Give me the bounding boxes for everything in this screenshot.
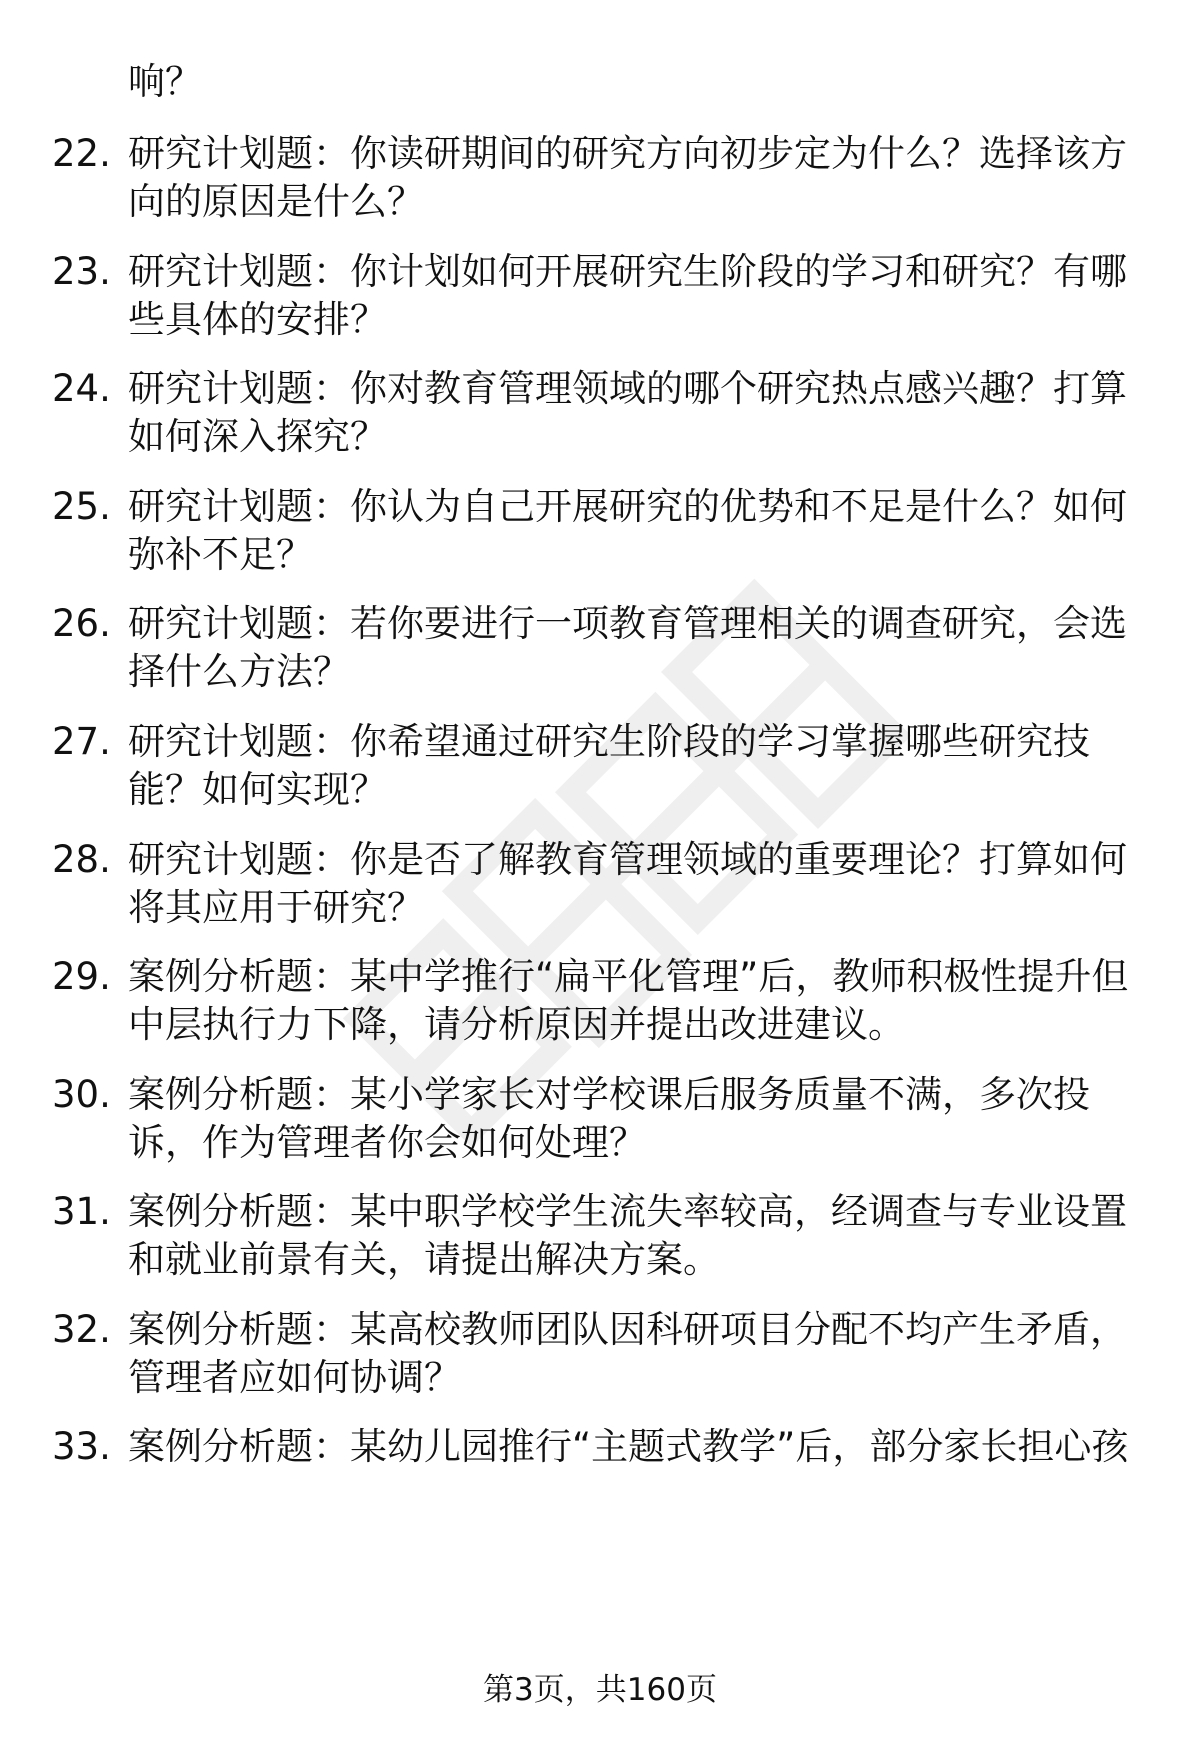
item-text: 研究计划题：你对教育管理领域的哪个研究热点感兴趣？打算如何深入探究？	[128, 367, 1127, 458]
item-text: 研究计划题：你认为自己开展研究的优势和不足是什么？如何弥补不足？	[128, 485, 1127, 576]
item-number: 22.	[52, 132, 111, 175]
item-text: 研究计划题：你计划如何开展研究生阶段的学习和研究？有哪些具体的安排？	[128, 250, 1127, 341]
item-text: 响？	[128, 60, 202, 103]
item-number: 28.	[52, 838, 111, 881]
item-number: 24.	[52, 367, 111, 410]
item-text: 案例分析题：某小学家长对学校课后服务质量不满，多次投诉，作为管理者你会如何处理？	[128, 1073, 1090, 1164]
item-text: 研究计划题：若你要进行一项教育管理相关的调查研究，会选择什么方法？	[128, 602, 1127, 693]
item-text: 研究计划题：你希望通过研究生阶段的学习掌握哪些研究技能？如何实现？	[128, 720, 1090, 811]
item-text: 研究计划题：你读研期间的研究方向初步定为什么？选择该方向的原因是什么？	[128, 132, 1127, 223]
item-number: 23.	[52, 250, 111, 293]
item-text: 案例分析题：某高校教师团队因科研项目分配不均产生矛盾，管理者应如何协调？	[128, 1308, 1127, 1399]
item-number: 27.	[52, 720, 111, 763]
item-number: 30.	[52, 1073, 111, 1116]
item-text: 研究计划题：你是否了解教育管理领域的重要理论？打算如何将其应用于研究？	[128, 838, 1127, 929]
item-number: 31.	[52, 1190, 111, 1233]
item-number: 32.	[52, 1308, 111, 1351]
item-text: 案例分析题：某中学推行“扁平化管理”后，教师积极性提升但中层执行力下降，请分析原因并提出改进建议。	[128, 955, 1129, 1046]
item-text: 案例分析题：某中职学校学生流失率较高，经调查与专业设置和就业前景有关，请提出解决方案。	[128, 1190, 1127, 1281]
page-footer: 第3页，共160页	[483, 1672, 717, 1708]
item-number: 25.	[52, 485, 111, 528]
item-number: 33.	[52, 1425, 111, 1468]
item-number: 29.	[52, 955, 111, 998]
item-number: 26.	[52, 602, 111, 645]
item-text: 案例分析题：某幼儿园推行“主题式教学”后，部分家长担心孩	[128, 1425, 1129, 1468]
